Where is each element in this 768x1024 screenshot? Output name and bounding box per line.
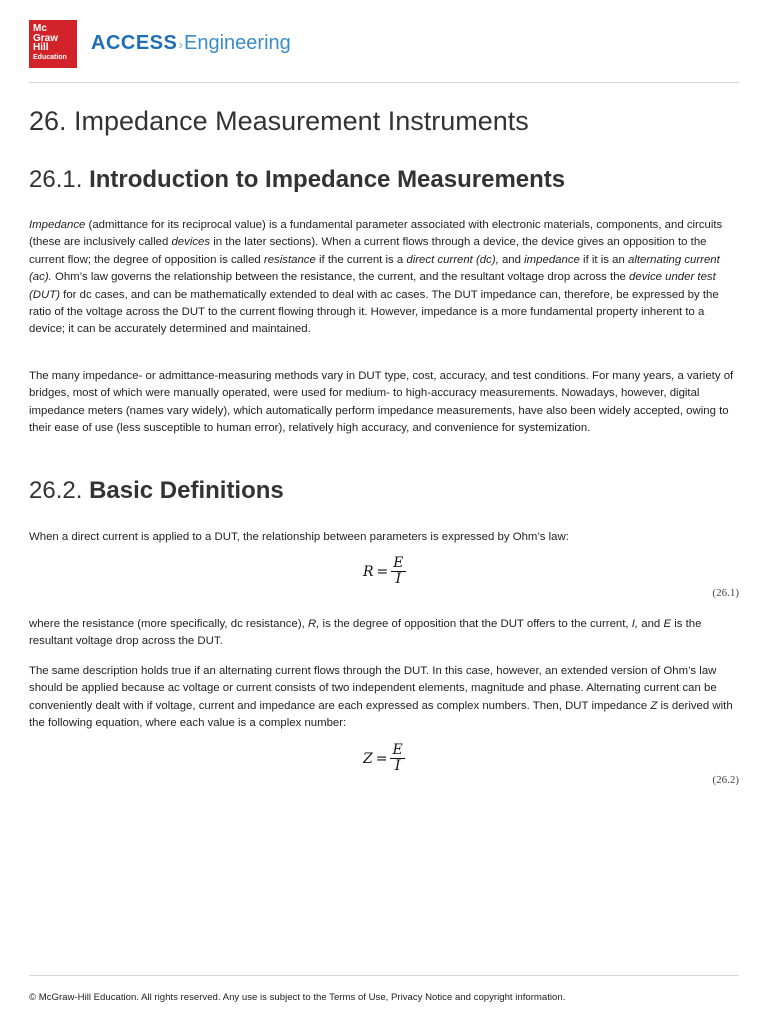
emphasized-text: I, [631, 618, 639, 630]
section-number: 26.2. [29, 477, 83, 504]
paragraph-text: for dc cases, and can be mathematically extended to deal with ac cases. The DUT impedance can, therefore, be expressed by the ratio of the voltage across the DUT to the current flowing through it. However, impedance is a more fundamental property inherent to a device; it can be accurately determined and maintained. [29, 288, 719, 336]
mcgraw-hill-logo[interactable] [29, 20, 77, 68]
fraction [391, 556, 405, 587]
paragraph-text: and [498, 253, 525, 266]
copyright-footer: © McGraw-Hill Education. All rights reserved. Any use is subject to the Terms of Use, Privacy Notice and copyright information. [29, 992, 566, 1003]
emphasized-text: device under test (DUT) [29, 271, 716, 301]
equation-lhs: R [363, 563, 374, 580]
equation-26-1 [363, 556, 406, 587]
paragraph-text: in the later sections). When a current flows through a device, the device gives an opposition to the current flow; the degree of opposition is called [29, 236, 707, 266]
emphasized-text: R, [307, 618, 320, 630]
methods-paragraph [29, 368, 741, 438]
intro-paragraph [29, 217, 741, 339]
access-engineering-logo[interactable] [91, 32, 291, 55]
emphasized-text: resistance [263, 253, 316, 266]
ac-impedance-paragraph [29, 663, 741, 733]
paragraph-text: and [638, 618, 664, 630]
logo-line: Graw [33, 32, 59, 44]
paragraph-text: is the resultant voltage drop across the DUT. [29, 618, 702, 648]
equation-lhs: Z [363, 750, 373, 767]
numerator: E [392, 742, 403, 758]
section-title: Introduction to Impedance Measurements [89, 166, 566, 193]
equals-sign: = [375, 750, 388, 767]
emphasized-text: devices [171, 236, 211, 249]
logo-text-engineering: Engineering [184, 32, 291, 54]
paragraph-text: where the resistance (more specifically, dc resistance), [29, 618, 308, 630]
paragraph-text: Ohm’s law governs the relationship between the resistance, the current, and the resultant voltage drop across the [51, 271, 630, 284]
page-header [29, 20, 741, 68]
logo-line: Education [33, 53, 67, 61]
header-divider [29, 82, 739, 83]
ohms-law-intro-paragraph [29, 529, 741, 546]
equation-number: (26.2) [712, 774, 739, 786]
chapter-title: 26. Impedance Measurement Instruments [29, 106, 529, 136]
resistance-definition-paragraph [29, 616, 741, 651]
denominator: I [394, 758, 401, 774]
logo-text-access: ACCESS [91, 32, 178, 54]
emphasized-text: alternating current (ac). [29, 253, 720, 284]
emphasized-text: Impedance [29, 219, 86, 231]
paragraph-text: if it is an [579, 253, 628, 266]
section-title: Basic Definitions [89, 477, 284, 504]
emphasized-text: Z [650, 699, 658, 712]
logo-line: Hill [33, 42, 49, 53]
numerator: E [393, 555, 404, 571]
section-heading-26-1 [29, 166, 565, 194]
paragraph-text: if the current is a [315, 253, 407, 266]
equals-sign: = [376, 563, 389, 580]
paragraph-text: The many impedance- or admittance-measuring methods vary in DUT type, cost, accuracy, and test conditions. For many years, a variety of bridges, most of which were manually operated, were used for medium- to high-accuracy measurements. Nowadays, however, digital impedance meters (names vary widely), which automatically perform impedance measurements, have also been widely accepted, owing to their ease of use (less susceptible to human error), relatively high accuracy, and convenience for systemization. [29, 370, 734, 435]
emphasized-text: E [663, 618, 672, 630]
section-heading-26-2 [29, 477, 284, 505]
footer-divider [29, 975, 739, 976]
paragraph-text: When a direct current is applied to a DUT, the relationship between parameters is expressed by Ohm’s law: [29, 531, 569, 543]
logo-line: Mc [33, 23, 47, 34]
paragraph-text: The same description holds true if an alternating current flows through the DUT. In this case, however, an extended version of Ohm’s law should be applied because ac voltage or current consists of two independent elements, magnitude and phase. Alternating current can be conveniently dealt with if voltage, current and impedance are each expressed as complex numbers. Then, DUT impedance [29, 665, 717, 712]
emphasized-text: impedance [524, 253, 580, 266]
section-number: 26.1. [29, 166, 83, 193]
equation-number: (26.1) [712, 587, 739, 599]
paragraph-text: is the degree of opposition that the DUT offers to the current, [319, 618, 632, 630]
paragraph-text: is derived with the following equation, where each value is a complex number: [29, 699, 733, 730]
equation-26-2 [363, 743, 405, 774]
denominator: I [395, 571, 402, 587]
logo-arrow-icon: › [178, 36, 184, 52]
emphasized-text: direct current (dc), [406, 253, 499, 266]
fraction [390, 743, 404, 774]
paragraph-text: (admittance for its reciprocal value) is a fundamental parameter associated with electronic materials, components, and circuits (these are inclusively called [29, 219, 723, 249]
